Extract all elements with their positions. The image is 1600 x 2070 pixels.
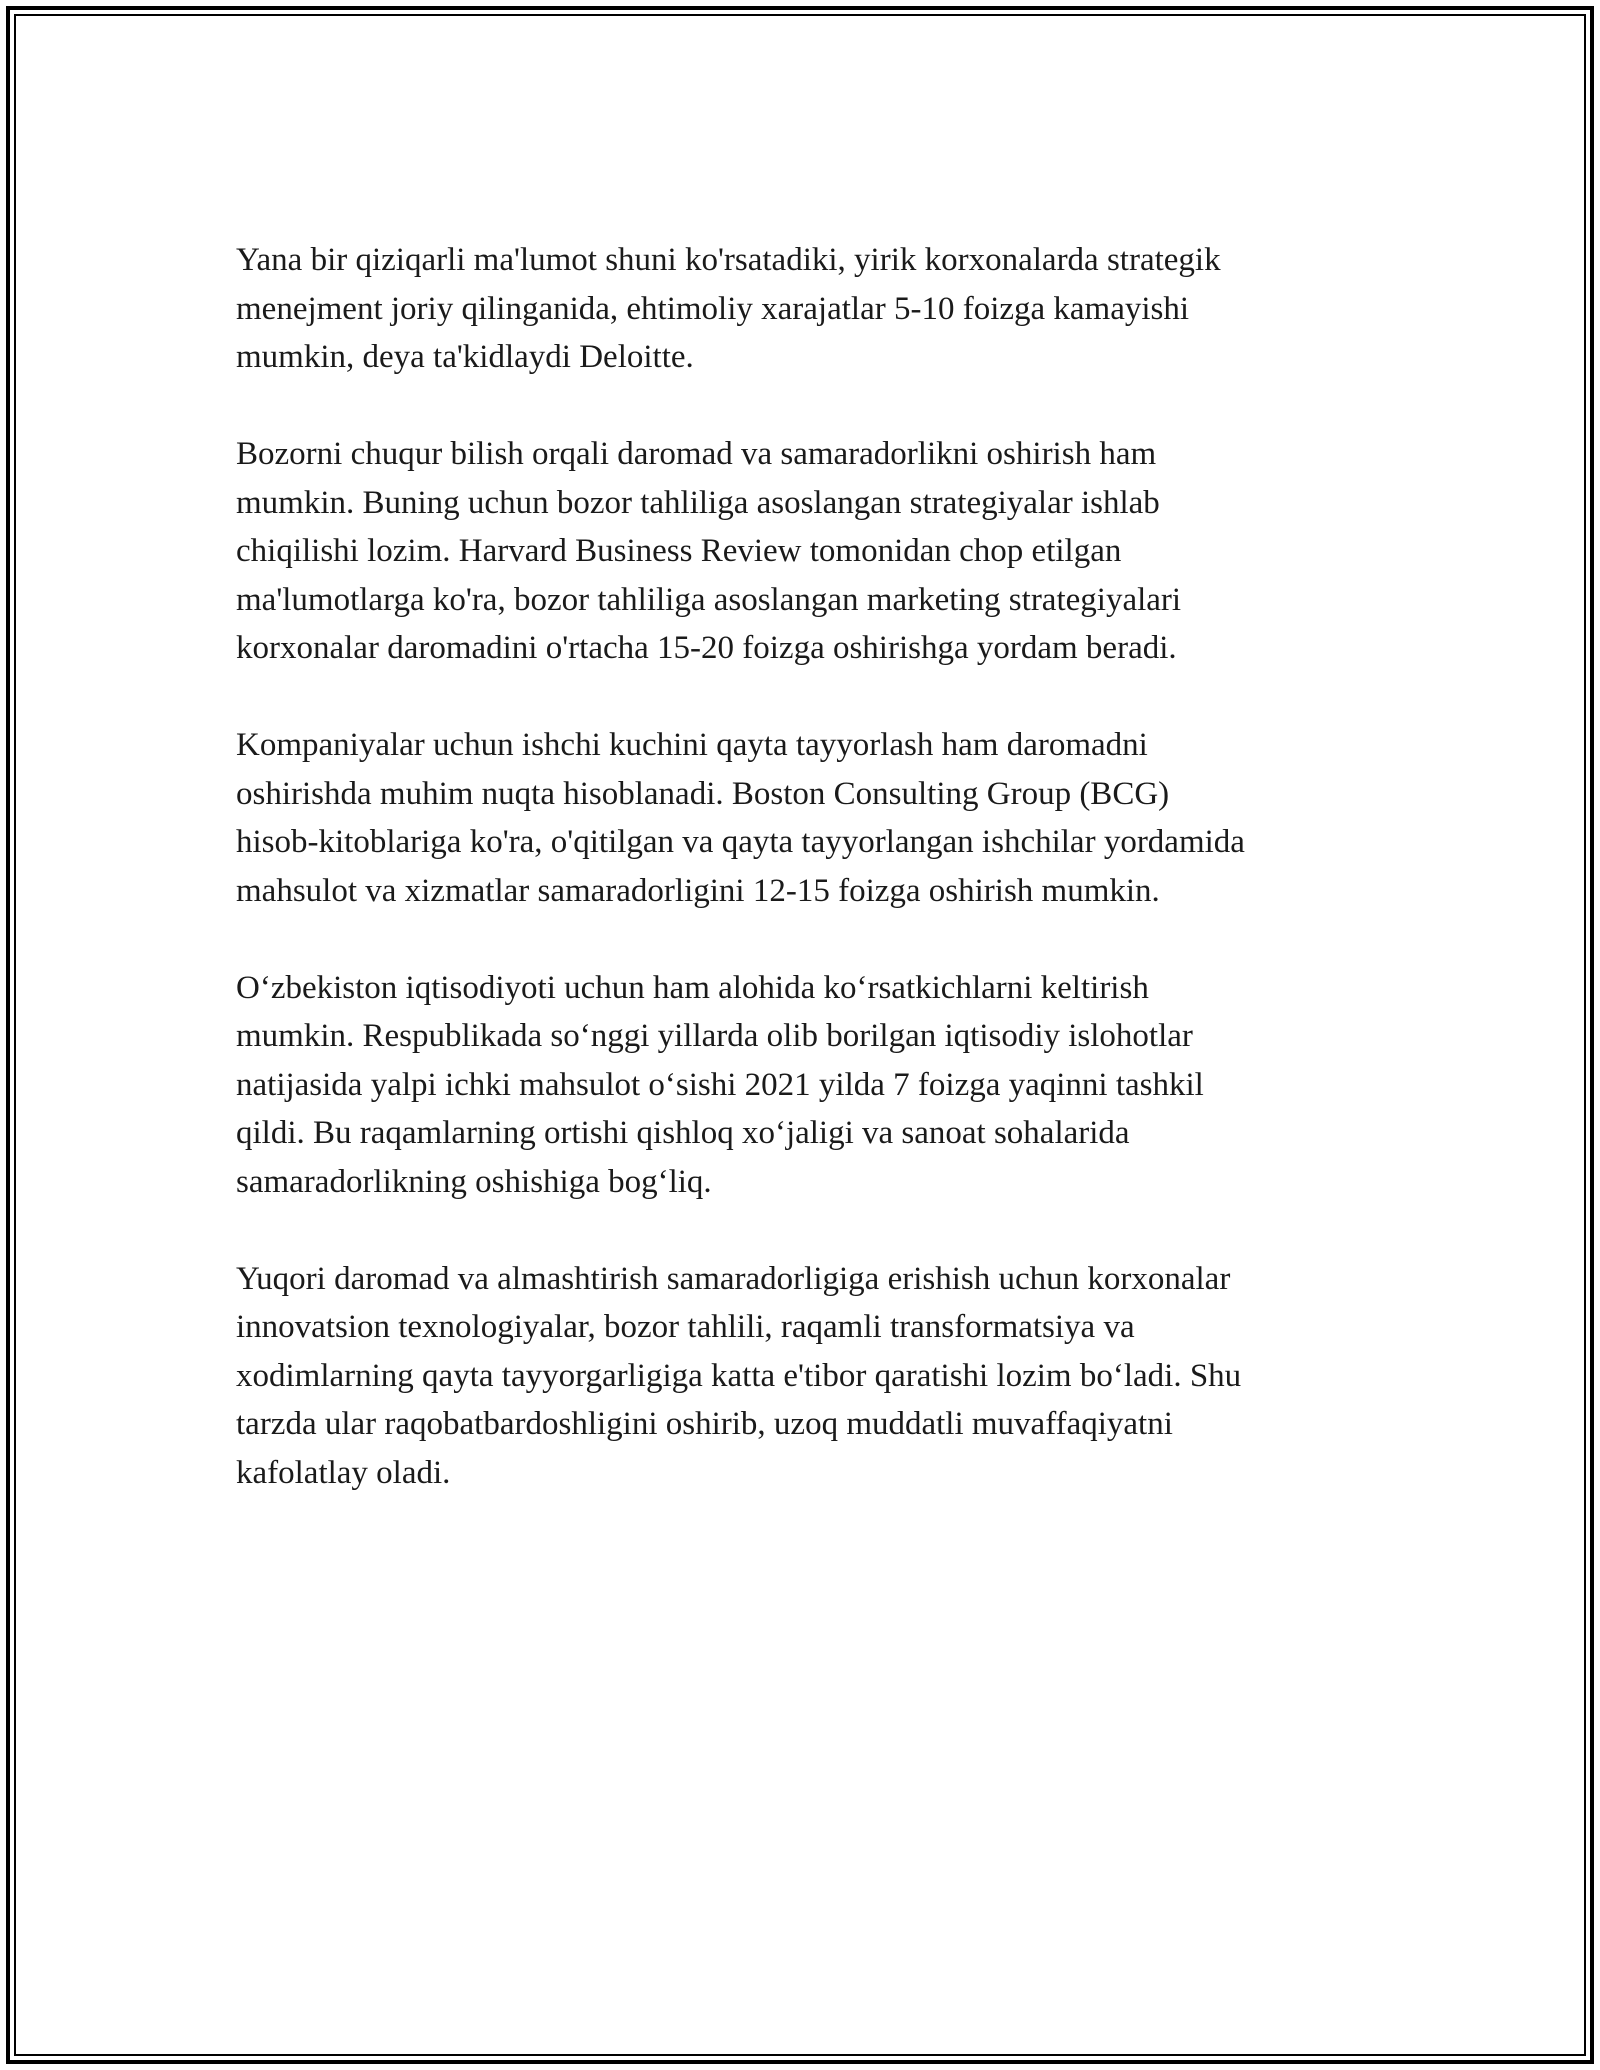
paragraph-deloitte: Yana bir qiziqarli ma'lumot shuni ko'rsatadiki, yirik korxonalarda strategik menejment joriy qilinganida, ehtimoliy xarajatlar 5-10 foizga kamayishi mumkin, deya ta'kidlaydi Deloitte. <box>236 242 1221 375</box>
paragraph-market-analysis: Bozorni chuqur bilish orqali daromad va samaradorlikni oshirish ham mumkin. Buning uchun bozor tahliliga asoslangan strategiyalar ishlab chiqilishi lozim. Harvard Business Review tomonidan chop etilgan ma'lumotlarga ko'ra, bozor tahliliga asoslangan marketing strategiyalari korxonalar daromadini o'rtacha 15-20 foizga oshirishga yordam beradi. <box>236 436 1182 666</box>
paragraph-uzbekistan-economy: O‘zbekiston iqtisodiyoti uchun ham alohida ko‘rsatkichlarni keltirish mumkin. Respublikada so‘nggi yillarda olib borilgan iqtisodiy islohotlar natijasida yalpi ichki mahsulot o‘sishi 2021 yilda 7 foizga yaqinni tashkil qildi. Bu raqamlarning ortishi qishloq xo‘jaligi va sanoat sohalarida samaradorlikning oshishiga bog‘liq. <box>236 969 1204 1200</box>
paragraph-workforce-retraining: Kompaniyalar uchun ishchi kuchini qayta tayyorlash ham daromadni oshirishda muhim nuqta hisoblanadi. Boston Consulting Group (BCG) hisob-kitoblariga ko'ra, o'qitilgan va qayta tayyorlangan ishchilar yordamida mahsulot va xizmatlar samaradorligini 12-15 foizga oshirish mumkin. <box>236 727 1245 909</box>
document-body <box>236 236 1376 1546</box>
paragraph-conclusion: Yuqori daromad va almashtirish samaradorligiga erishish uchun korxonalar innovatsion texnologiyalar, bozor tahlili, raqamli transformatsiya va xodimlarning qayta tayyorgarligiga katta e'tibor qaratishi lozim bo‘ladi. Shu tarzda ular raqobatbardoshligini oshirib, uzoq muddatli muvaffaqiyatni kafolatlay oladi. <box>236 1260 1242 1491</box>
